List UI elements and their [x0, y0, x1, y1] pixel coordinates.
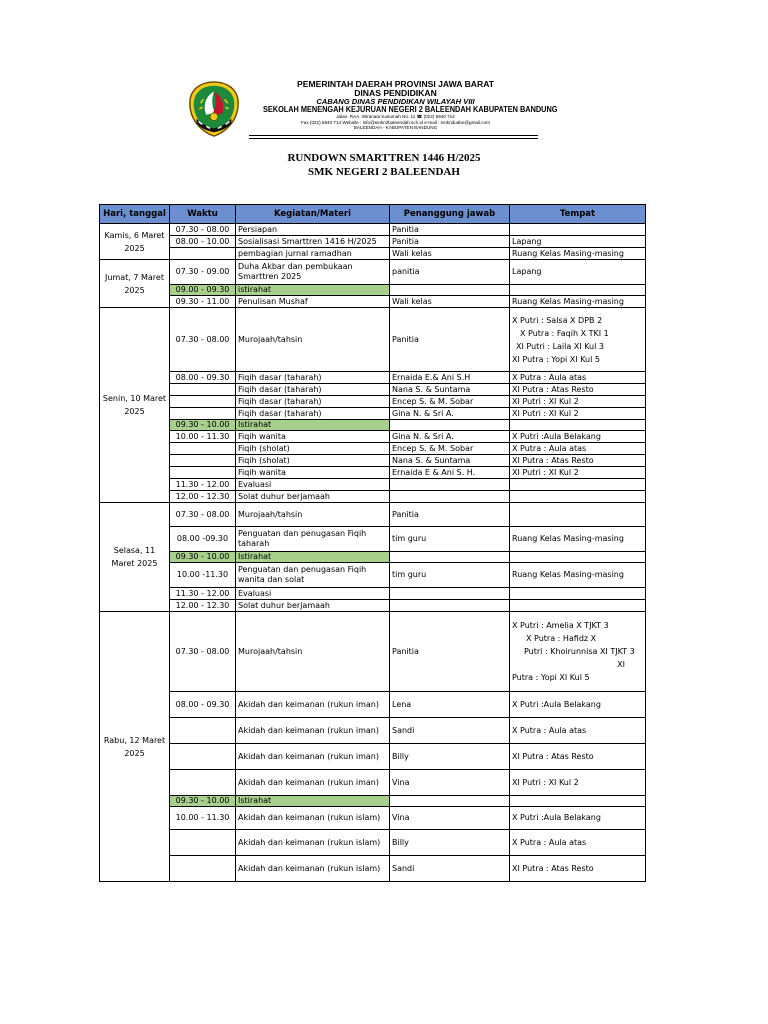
activity-cell: istirahat [236, 285, 390, 296]
time-cell [170, 770, 236, 796]
pic-cell [390, 552, 510, 563]
time-cell: 10.00 -11.30 [170, 563, 236, 588]
pic-cell: Wali kelas [390, 248, 510, 260]
jawa-barat-emblem-icon [185, 80, 243, 138]
pic-cell: Lena [390, 692, 510, 718]
time-cell: 08.00 - 09.30 [170, 692, 236, 718]
activity-cell: Istirahat [236, 420, 390, 431]
day-cell: Selasa, 11 Maret 2025 [100, 503, 170, 612]
place-line: X Putri : Amelia X TJKT 3 [512, 621, 609, 630]
table-row [100, 856, 646, 882]
pic-cell: Panitia [390, 224, 510, 236]
table-row [100, 296, 646, 308]
letterhead-rule-thin [249, 138, 538, 139]
table-row [100, 431, 646, 443]
time-cell: 07.30 - 08.00 [170, 308, 236, 372]
place-cell: XI Putra : Atas Resto [510, 455, 646, 467]
activity-cell: Solat duhur berjamaah [236, 600, 390, 612]
activity-cell: Murojaah/tahsin [236, 612, 390, 692]
table-row [100, 491, 646, 503]
table-row [100, 443, 646, 455]
table-row [100, 527, 646, 552]
activity-cell: Murojaah/tahsin [236, 503, 390, 527]
table-row [100, 830, 646, 856]
time-cell [170, 744, 236, 770]
place-cell [510, 308, 646, 372]
place-cell [510, 224, 646, 236]
time-cell: 08.00 - 09.30 [170, 372, 236, 384]
place-cell: X Putra : Aula atas [510, 718, 646, 744]
place-line: X Putra : Faqih X TKI 1 [520, 328, 609, 338]
activity-cell: Akidah dan keimanan (rukun iman) [236, 744, 390, 770]
time-cell [170, 384, 236, 396]
pic-cell [390, 479, 510, 491]
table-row [100, 563, 646, 588]
time-cell [170, 718, 236, 744]
place-cell: X Putri :Aula Belakang [510, 692, 646, 718]
pic-cell [390, 491, 510, 503]
place-cell [510, 479, 646, 491]
time-cell: 07.30 - 09.00 [170, 260, 236, 285]
activity-cell: Akidah dan keimanan (rukun islam) [236, 807, 390, 830]
document-title [0, 151, 768, 179]
pic-cell: panitia [390, 260, 510, 285]
activity-cell: Akidah dan keimanan (rukun islam) [236, 830, 390, 856]
time-cell: 10.00 - 11.30 [170, 807, 236, 830]
activity-cell: Penulisan Mushaf [236, 296, 390, 308]
day-cell: Kamis, 6 Maret 2025 [100, 224, 170, 260]
pic-cell [390, 600, 510, 612]
place-cell: XI Putri : XI Kul 2 [510, 408, 646, 420]
pic-cell: Ernaida E.& Ani S.H [390, 372, 510, 384]
place-cell [510, 503, 646, 527]
place-line: X Putri : Salsa X DPB 2 [512, 315, 603, 325]
letterhead-line-3: CABANG DINAS PENDIDIKAN WILAYAH VIII [316, 97, 475, 107]
activity-cell: Fiqih dasar (taharah) [236, 396, 390, 408]
activity-cell: Fiqih dasar (taharah) [236, 408, 390, 420]
table-row [100, 372, 646, 384]
activity-cell: Penguatan dan penugasan Fiqih taharah [236, 527, 390, 552]
header-day: Hari, tanggal [100, 205, 170, 224]
header-pic: Penanggung jawab [390, 205, 510, 224]
activity-cell: Persiapan [236, 224, 390, 236]
place-cell [510, 796, 646, 807]
pic-cell: Gina N. & Sri A. [390, 431, 510, 443]
table-row [100, 248, 646, 260]
letterhead-city: BALEENDAH - KABUPATEN BANDUNG [353, 124, 438, 130]
place-cell [510, 420, 646, 431]
pic-cell [390, 588, 510, 600]
place-cell: X Putri :Aula Belakang [510, 431, 646, 443]
pic-cell: Vina [390, 807, 510, 830]
place-line: X Putra : Hafidz X [526, 634, 597, 643]
table-row [100, 224, 646, 236]
place-line: XI Putra : Yopi XI Kul 5 [512, 354, 600, 364]
table-row [100, 408, 646, 420]
pic-cell: Panitia [390, 308, 510, 372]
place-cell [510, 552, 646, 563]
activity-cell: Solat duhur berjamaah [236, 491, 390, 503]
activity-cell: Akidah dan keimanan (rukun iman) [236, 770, 390, 796]
table-row [100, 770, 646, 796]
pic-cell: Encep S. & M. Sobar [390, 443, 510, 455]
activity-cell: Istirahat [236, 552, 390, 563]
time-cell: 08.00 - 10.00 [170, 236, 236, 248]
pic-cell: Nana S. & Suntama [390, 455, 510, 467]
place-cell [510, 491, 646, 503]
table-row [100, 796, 646, 807]
letterhead-line-2: DINAS PENDIDIKAN [354, 88, 437, 99]
letterhead-contact: Fax (022) 5940 714 Website : info@smkn2baleendah.sch.id e-mail : smknduabe@gmail.com [300, 119, 490, 125]
title-line-1: RUNDOWN SMARTTREN 1446 H/2025 [287, 152, 481, 164]
time-cell: 09.30 - 10.00 [170, 796, 236, 807]
time-cell: 09.00 - 09.30 [170, 285, 236, 296]
time-cell: 09.30 - 10.00 [170, 420, 236, 431]
table-row [100, 479, 646, 491]
activity-cell: Fiqih wanita [236, 431, 390, 443]
pic-cell: Nana S. & Suntama [390, 384, 510, 396]
activity-cell: Akidah dan keimanan (rukun islam) [236, 856, 390, 882]
place-cell: XI Putri : XI Kul 2 [510, 467, 646, 479]
activity-cell: Evaluasi [236, 479, 390, 491]
table-row [100, 420, 646, 431]
time-cell [170, 248, 236, 260]
pic-cell: Panitia [390, 236, 510, 248]
pic-cell: Sandi [390, 856, 510, 882]
time-cell: 07.30 - 08.00 [170, 612, 236, 692]
letterhead [183, 79, 558, 142]
pic-cell: Panitia [390, 612, 510, 692]
place-cell: X Putra : Aula atas [510, 372, 646, 384]
table-row [100, 236, 646, 248]
time-cell: 07.30 - 08.00 [170, 224, 236, 236]
activity-cell: Murojaah/tahsin [236, 308, 390, 372]
letterhead-school-name: SEKOLAH MENENGAH KEJURUAN NEGERI 2 BALEENDAH KABUPATEN BANDUNG [262, 105, 558, 114]
place-cell: XI Putra : Atas Resto [510, 744, 646, 770]
activity-cell: Fiqih dasar (taharah) [236, 372, 390, 384]
time-cell: 07.30 - 08.00 [170, 503, 236, 527]
table-row [100, 503, 646, 527]
time-cell [170, 443, 236, 455]
pic-cell [390, 796, 510, 807]
activity-cell: Istirahat [236, 796, 390, 807]
activity-cell: Fiqih (sholat) [236, 443, 390, 455]
time-cell [170, 467, 236, 479]
place-cell [510, 600, 646, 612]
day-cell: Senin, 10 Maret 2025 [100, 308, 170, 503]
activity-cell: Akidah dan keimanan (rukun iman) [236, 692, 390, 718]
title-line-2: SMK NEGERI 2 BALEENDAH [308, 166, 460, 178]
place-cell: X Putra : Aula atas [510, 830, 646, 856]
pic-cell: tim guru [390, 563, 510, 588]
place-cell: Lapang [510, 236, 646, 248]
table-row [100, 612, 646, 692]
pic-cell: Panitia [390, 503, 510, 527]
place-cell [510, 588, 646, 600]
header-activity: Kegiatan/Materi [236, 205, 390, 224]
pic-cell: Sandi [390, 718, 510, 744]
place-cell [510, 612, 646, 692]
pic-cell: Gina N. & Sri A. [390, 408, 510, 420]
activity-cell: Duha Akbar dan pembukaan Smarttren 2025 [236, 260, 390, 285]
place-cell: XI Putri : XI Kul 2 [510, 396, 646, 408]
place-cell: Ruang Kelas Masing-masing [510, 563, 646, 588]
table-row [100, 396, 646, 408]
time-cell: 09.30 - 10.00 [170, 552, 236, 563]
time-cell: 12.00 - 12.30 [170, 491, 236, 503]
pic-cell: Encep S. & M. Sobar [390, 396, 510, 408]
place-cell: XI Putri : XI Kul 2 [510, 770, 646, 796]
activity-cell: Penguatan dan penugasan Fiqih wanita dan solat [236, 563, 390, 588]
letterhead-line-1: PEMERINTAH DAERAH PROVINSI JAWA BARAT [296, 79, 495, 89]
header-time: Waktu [170, 205, 236, 224]
table-row [100, 467, 646, 479]
table-row [100, 285, 646, 296]
table-row [100, 692, 646, 718]
time-cell [170, 396, 236, 408]
pic-cell: Vina [390, 770, 510, 796]
table-row [100, 552, 646, 563]
place-line: Putra : Yopi XI Kul 5 [512, 673, 590, 682]
place-cell: X Putra : Aula atas [510, 443, 646, 455]
pic-cell: Billy [390, 830, 510, 856]
place-cell: Ruang Kelas Masing-masing [510, 527, 646, 552]
table-row [100, 718, 646, 744]
time-cell [170, 455, 236, 467]
time-cell [170, 830, 236, 856]
day-cell: Rabu, 12 Maret 2025 [100, 612, 170, 882]
table-row [100, 384, 646, 396]
activity-cell: Fiqih dasar (taharah) [236, 384, 390, 396]
pic-cell: Wali kelas [390, 296, 510, 308]
letterhead-address: Jalan. RAA. Wiranata Kusumah No. 11 ☎ (022) 5940 714 [336, 114, 455, 120]
place-cell: Lapang [510, 260, 646, 285]
table-row [100, 260, 646, 285]
place-cell: Ruang Kelas Masing-masing [510, 296, 646, 308]
activity-cell: Akidah dan keimanan (rukun iman) [236, 718, 390, 744]
table-header-row [100, 205, 646, 224]
table-row [100, 455, 646, 467]
pic-cell: Ernaida E & Ani S. H. [390, 467, 510, 479]
pic-cell [390, 420, 510, 431]
place-cell: XI Putra : Atas Resto [510, 384, 646, 396]
place-line: Putri : Khoirunnisa XI TJKT 3 [524, 647, 635, 656]
time-cell [170, 408, 236, 420]
rundown-table [99, 204, 646, 882]
pic-cell: Billy [390, 744, 510, 770]
time-cell [170, 856, 236, 882]
activity-cell: pembagian jurnal ramadhan [236, 248, 390, 260]
time-cell: 12.00 - 12.30 [170, 600, 236, 612]
activity-cell: Evaluasi [236, 588, 390, 600]
table-row [100, 744, 646, 770]
table-row [100, 807, 646, 830]
time-cell: 08.00 -09.30 [170, 527, 236, 552]
place-cell: Ruang Kelas Masing-masing [510, 248, 646, 260]
place-cell: XI Putra : Atas Resto [510, 856, 646, 882]
place-cell [510, 285, 646, 296]
letterhead-rule [249, 135, 538, 136]
header-place: Tempat [510, 205, 646, 224]
place-cell: X Putri :Aula Belakang [510, 807, 646, 830]
time-cell: 11.30 - 12.00 [170, 479, 236, 491]
day-cell: Jumat, 7 Maret 2025 [100, 260, 170, 308]
table-row [100, 308, 646, 372]
activity-cell: Fiqih (sholat) [236, 455, 390, 467]
pic-cell: tim guru [390, 527, 510, 552]
time-cell: 11.30 - 12.00 [170, 588, 236, 600]
place-line: XI Putri : Laila XI Kul 3 [516, 341, 604, 351]
activity-cell: Fiqih wanita [236, 467, 390, 479]
table-row [100, 588, 646, 600]
pic-cell [390, 285, 510, 296]
table-row [100, 600, 646, 612]
activity-cell: Sosialisasi Smarttren 1416 H/2025 [236, 236, 390, 248]
place-line: XI [617, 660, 625, 669]
time-cell: 10.00 - 11.30 [170, 431, 236, 443]
time-cell: 09.30 - 11.00 [170, 296, 236, 308]
